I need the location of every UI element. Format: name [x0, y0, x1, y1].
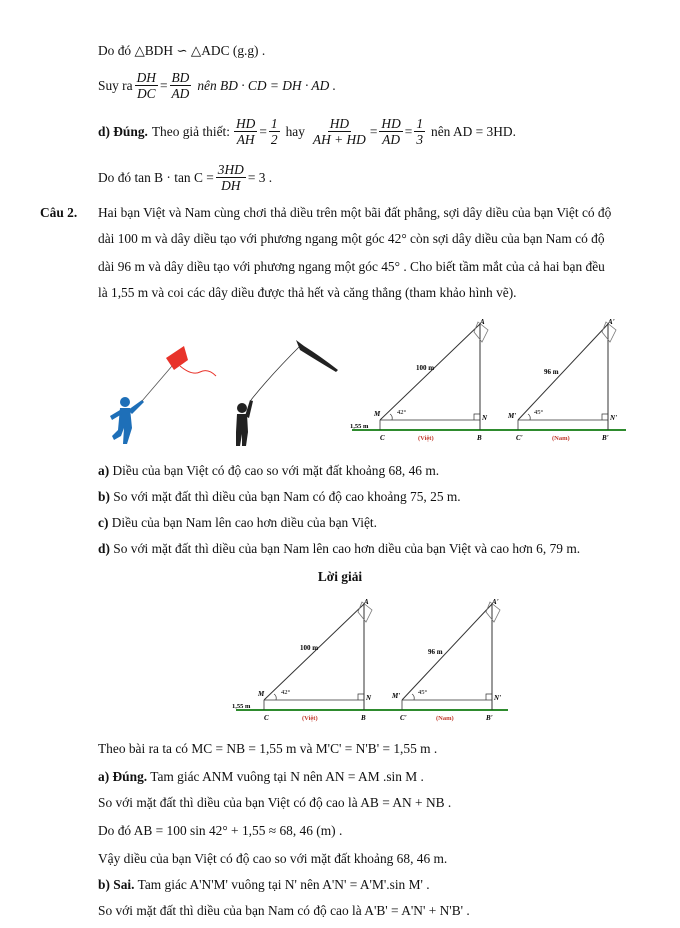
svg-text:42°: 42°: [397, 409, 407, 416]
option-c: c) Diều của bạn Nam lên cao hơn diều của bạn Việt.: [98, 515, 377, 530]
svg-text:A': A': [608, 318, 615, 326]
line4-prefix: Do đó tan B · tan C =: [98, 170, 214, 186]
kite-red-icon: [166, 346, 216, 376]
svg-text:42°: 42°: [281, 689, 291, 696]
svg-text:N: N: [482, 414, 488, 422]
svg-text:(Nam): (Nam): [552, 435, 570, 442]
fraction-hd-ad: $\frac{HD}{AD}$: [381, 116, 401, 148]
svg-text:100 m: 100 m: [300, 644, 319, 652]
top-line-2: Suy ra $\frac{DH}{DC}$ = $\frac{BD}{AD}$ nên BD · CD = DH · AD .: [98, 70, 336, 102]
fraction-bd-ad: $\frac{BD}{AD}$: [171, 70, 190, 102]
kid-viet-icon: [110, 397, 144, 444]
solution-b: b) Sai. Tam giác A'N'M' vuông tại N' nên A'N' = A'M'.sin M' .: [98, 877, 430, 892]
kid-nam-icon: [236, 400, 253, 446]
kite-illustration: [100, 336, 350, 450]
svg-text:45°: 45°: [418, 689, 428, 696]
line2-prefix: Suy ra: [98, 78, 133, 94]
top-line-4: [98, 162, 272, 194]
solution-title: Lời giải: [317, 569, 363, 584]
svg-text:B': B': [486, 714, 493, 722]
solution-a-line3: Do đó AB = 100 sin 42° + 1,55 ≈ 68, 46 (m) .: [98, 823, 343, 838]
svg-text:C': C': [516, 434, 523, 442]
question-text-1: Hai bạn Việt và Nam cùng chơi thả diều trên một bãi đất phẳng, sợi dây diều của bạn Việt có độ: [98, 205, 612, 220]
svg-text:M: M: [374, 410, 381, 418]
line2-suffix: nên BD · CD = DH · AD .: [197, 78, 336, 94]
svg-text:B: B: [361, 714, 366, 722]
svg-text:B': B': [602, 434, 609, 442]
svg-text:A: A: [364, 598, 369, 606]
geometry-diagram-top: [338, 312, 634, 446]
svg-text:(Việt): (Việt): [302, 715, 318, 722]
option-a: a) Diều của bạn Việt có độ cao so với mặt đất khoảng 68, 46 m.: [98, 463, 440, 478]
question-text-3: dài 96 m và dây diều tạo với phương ngang một góc 45° . Cho biết tầm mắt của cả hai bạn đều: [98, 259, 605, 274]
solution-a-line4: Vậy diều của bạn Việt có độ cao so với mặt đất khoảng 68, 46 m.: [98, 851, 448, 866]
svg-text:M': M': [392, 692, 401, 700]
svg-text:(Nam): (Nam): [436, 715, 454, 722]
fraction-third: $\frac{1}{3}$: [416, 116, 424, 148]
fraction-dh-dc: $\frac{DH}{DC}$: [136, 70, 156, 102]
solution-b-line2: So với mặt đất thì diều của bạn Nam có độ cao là A'B' = A'N' + N'B' .: [98, 903, 470, 918]
solution-given: Theo bài ra ta có MC = NB = 1,55 m và M'C' = N'B' = 1,55 m .: [98, 741, 438, 756]
question-label: Câu 2.: [40, 205, 78, 220]
d-suffix: nên AD = 3HD.: [431, 124, 516, 140]
d-text: Theo giả thiết:: [151, 124, 230, 140]
hay-text: hay: [285, 124, 305, 140]
solution-a: a) Đúng. Tam giác ANM vuông tại N nên AN = AM .sin M .: [98, 769, 424, 784]
option-b: b) So với mặt đất thì diều của bạn Nam có độ cao khoảng 75, 25 m.: [98, 489, 461, 504]
svg-text:N': N': [494, 694, 501, 702]
svg-text:45°: 45°: [534, 409, 544, 416]
svg-text:A: A: [480, 318, 485, 326]
option-d: d) So với mặt đất thì diều của bạn Nam lên cao hơn diều của bạn Việt và cao hơn 6, 79 m.: [98, 541, 581, 556]
svg-text:C: C: [264, 714, 269, 722]
svg-text:B: B: [477, 434, 482, 442]
fraction-hd-ahhd: $\frac{HD}{AH + HD}$: [312, 116, 366, 148]
top-line-1: Do đó △BDH ∽ △ADC (g.g) .: [98, 43, 266, 58]
geometry-diagram-solution: [222, 592, 512, 726]
svg-text:C: C: [380, 434, 385, 442]
svg-text:C': C': [400, 714, 407, 722]
fraction-3hd-dh: $\frac{3HD}{DH}$: [217, 162, 244, 194]
d-label: d) Đúng.: [98, 124, 148, 140]
line4-suffix: = 3 .: [247, 170, 273, 186]
svg-text:N': N': [610, 414, 617, 422]
kite-black-icon: [296, 340, 338, 372]
question-text-4: là 1,55 m và coi các dây diều được thả hết và căng thẳng (tham khảo hình vẽ).: [98, 285, 517, 300]
svg-text:96 m: 96 m: [544, 368, 559, 376]
fraction-half: $\frac{1}{2}$: [270, 116, 278, 148]
svg-text:(Việt): (Việt): [418, 435, 434, 442]
fraction-hd-ah: $\frac{HD}{AH}$: [235, 116, 256, 148]
svg-text:1,55 m: 1,55 m: [350, 423, 369, 430]
solution-a-line2: So với mặt đất thì diều của bạn Việt có độ cao là AB = AN + NB .: [98, 795, 452, 810]
question-text-2: dài 100 m và dây diều tạo với phương ngang một góc 42° còn sợi dây diều của bạn Nam có độ: [98, 231, 605, 246]
top-line-3: d) Đúng. Theo giả thiết: $\frac{HD}{AH}$ = $\frac{1}{2}$ hay $\frac{HD}{AH + HD}$ = $\frac{HD}{AD}$ = $\frac{1}{3}$ nên AD = 3HD.: [98, 116, 516, 148]
svg-text:M: M: [258, 690, 265, 698]
svg-text:1,55 m: 1,55 m: [232, 703, 251, 710]
svg-text:N: N: [366, 694, 372, 702]
svg-text:M': M': [508, 412, 517, 420]
svg-text:96 m: 96 m: [428, 648, 443, 656]
svg-text:A': A': [492, 598, 499, 606]
svg-text:100 m: 100 m: [416, 364, 435, 372]
